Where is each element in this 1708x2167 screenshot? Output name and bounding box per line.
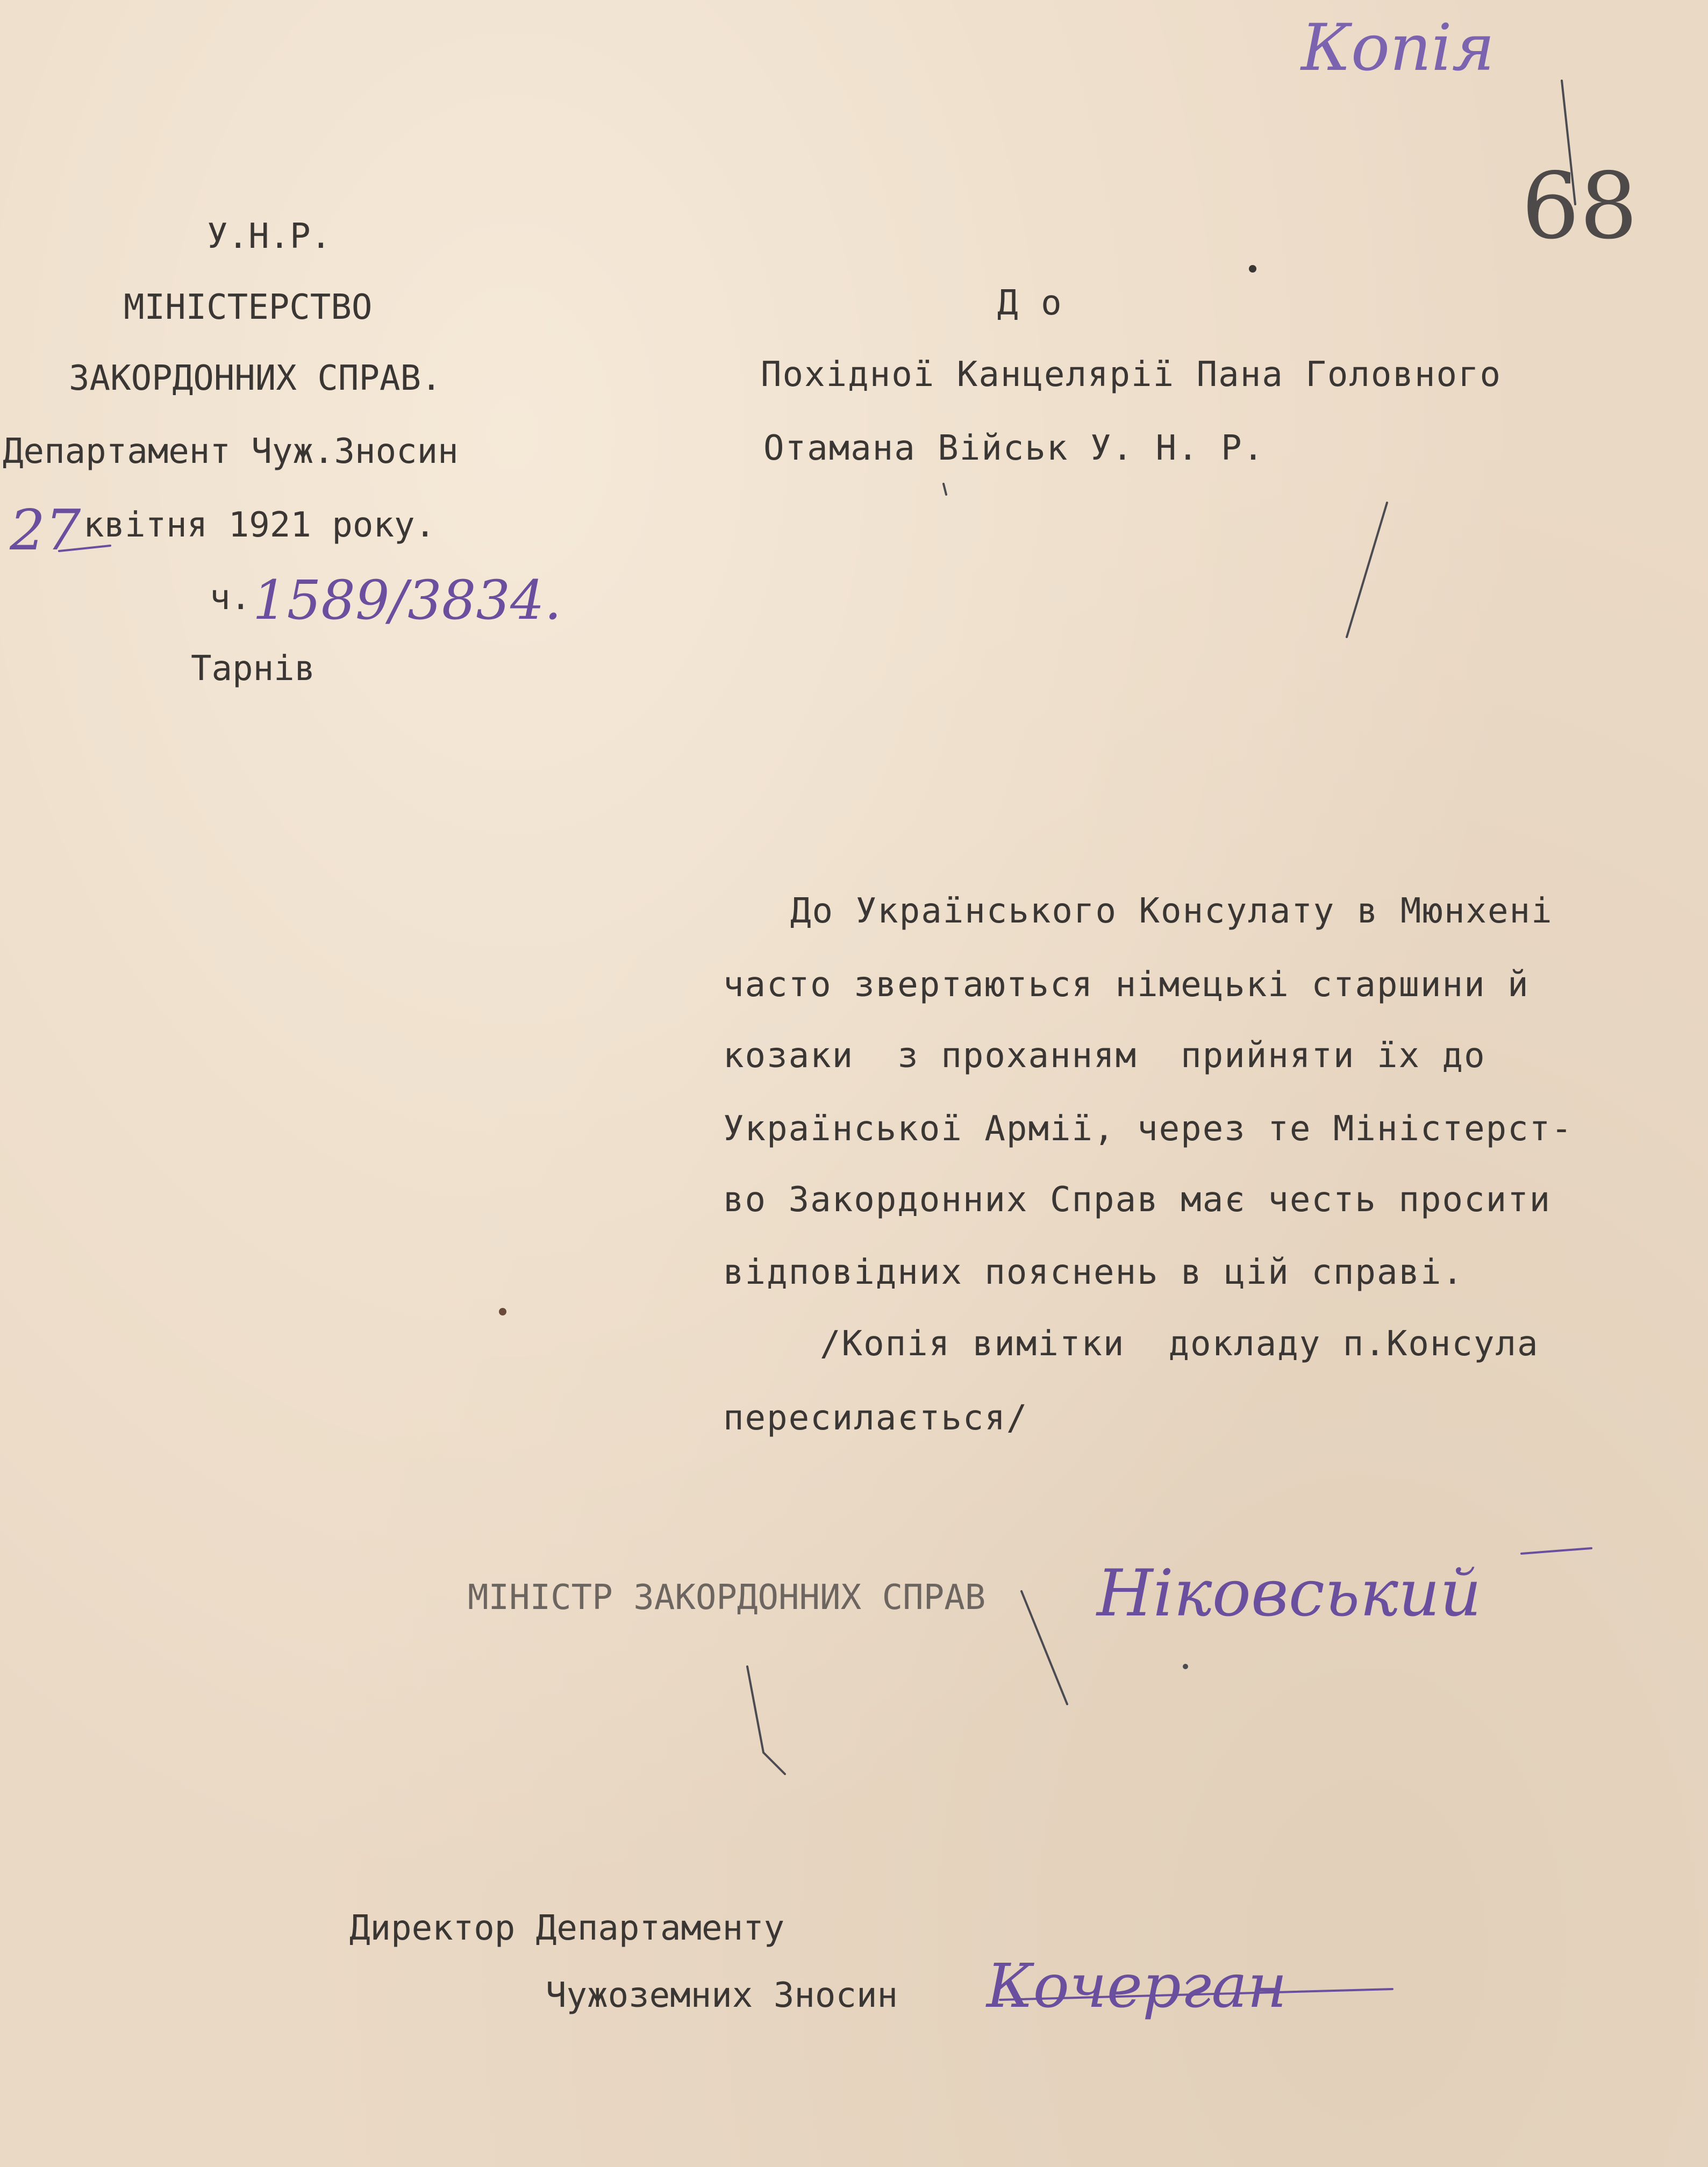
- note-line-2: пересилається/: [723, 1398, 1028, 1438]
- ministry-line-1: МІНІСТЕРСТВО: [124, 288, 373, 327]
- copy-annotation: Копія: [1301, 11, 1495, 85]
- ink-dot: [1183, 1664, 1188, 1669]
- minister-title: МІНІСТР ЗАКОРДОННИХ СПРАВ: [468, 1578, 986, 1618]
- director-title-line-1: Директор Департаменту: [349, 1908, 785, 1948]
- page-number-annotation: 68: [1521, 153, 1638, 260]
- place-line: Тарнів: [191, 649, 316, 689]
- ink-dot: [499, 1308, 506, 1315]
- body-line-4: Української Армії, через те Міністерст-: [723, 1109, 1573, 1149]
- body-line-5: во Закордонних Справ має честь просити: [723, 1180, 1552, 1220]
- ink-dot: [1249, 265, 1256, 273]
- note-line-1: /Копія вимітки докладу п.Консула: [820, 1324, 1539, 1364]
- date-line: квітня 1921 року.: [83, 505, 436, 545]
- body-line-3: козаки з проханням прийняти їх до: [723, 1036, 1486, 1076]
- body-line-6: відповідних пояснень в цій справі.: [723, 1253, 1464, 1292]
- date-day-handwritten: 27: [10, 497, 81, 563]
- body-line-1: До Українського Консулату в Мюнхені: [790, 891, 1553, 931]
- addressee-line-1: Похідної Канцелярії Пана Головного: [761, 355, 1502, 395]
- director-signature: Кочерган: [987, 1951, 1287, 2021]
- addressee-line-2: Отамана Військ У. Н. Р.: [763, 428, 1265, 468]
- department-line: Департамент Чуж.Зносин: [3, 432, 459, 471]
- number-prefix: ч.: [210, 578, 252, 618]
- addressee-to: Д о: [997, 283, 1063, 323]
- state-abbrev: У.Н.Р.: [207, 217, 332, 256]
- body-line-2: часто звертаються німецькі старшини й: [723, 965, 1530, 1005]
- minister-signature: Ніковський: [1097, 1556, 1482, 1631]
- ministry-line-2: ЗАКОРДОННИХ СПРАВ.: [69, 359, 442, 398]
- director-title-line-2: Чужоземних Зносин: [546, 1976, 898, 2015]
- reference-number-handwritten: 1589/3834.: [253, 569, 562, 632]
